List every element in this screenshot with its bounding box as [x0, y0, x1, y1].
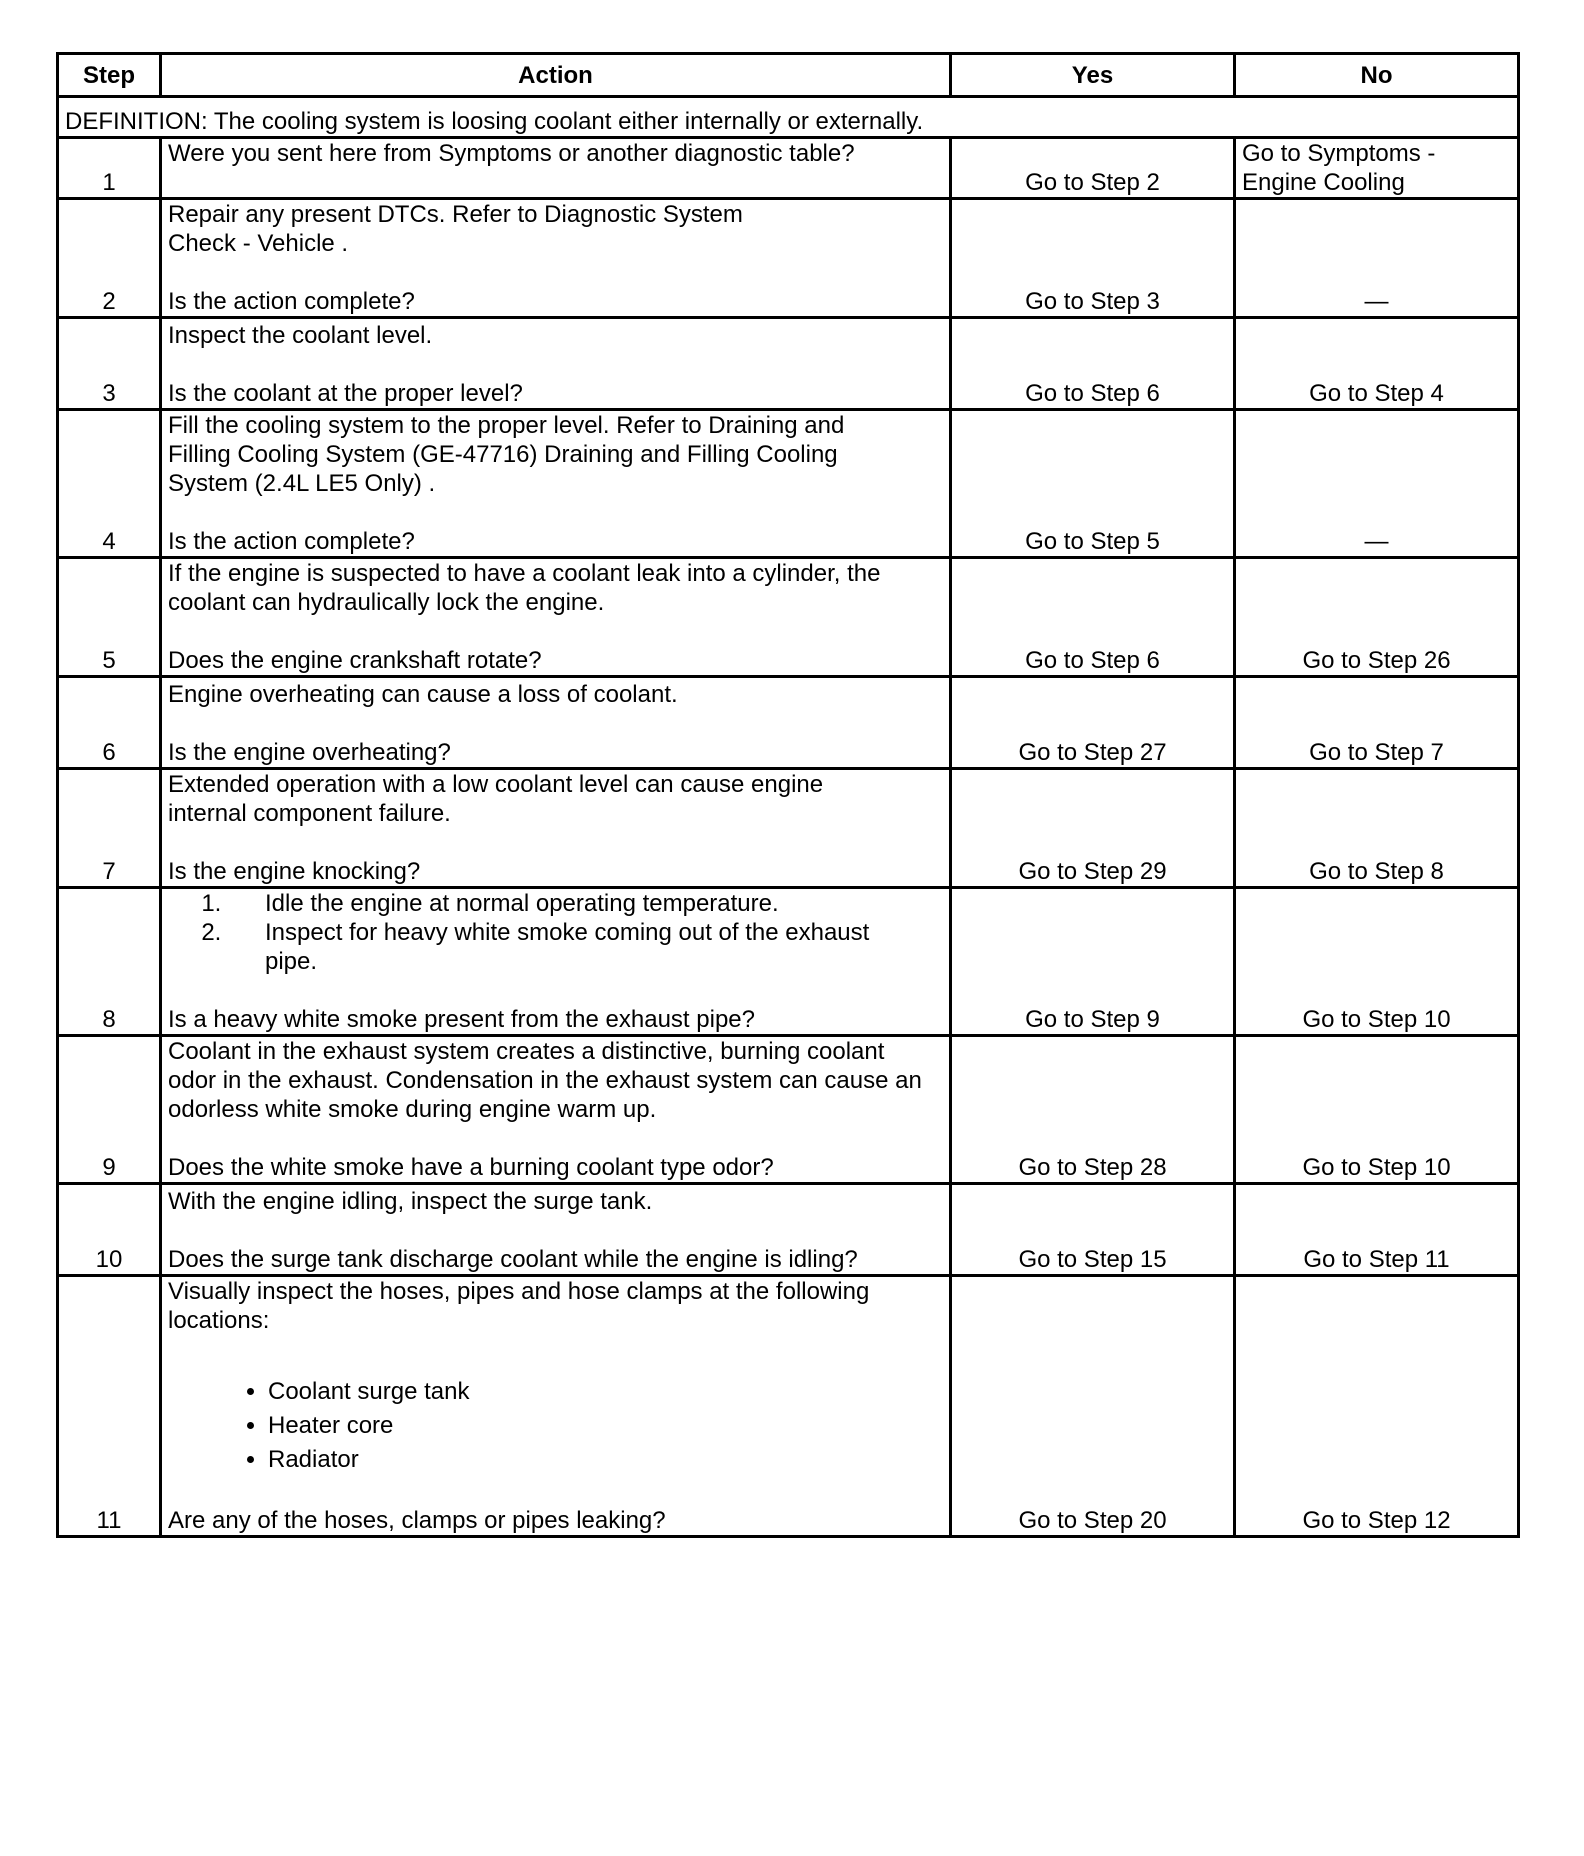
step-number: 1: [58, 138, 161, 199]
action-question: Is the action complete?: [168, 528, 415, 555]
yes-cell: Go to Step 5: [951, 410, 1235, 558]
action-text: If the engine is suspected to have a coolant leak into a cylinder, the coolant can hydraulically lock the engine.: [168, 560, 881, 616]
yes-cell: Go to Step 6: [951, 318, 1235, 410]
step-number: 2: [58, 199, 161, 318]
step-number: 3: [58, 318, 161, 410]
step-number: 10: [58, 1184, 161, 1276]
table-row: [58, 1276, 1519, 1537]
list-item: • Coolant surge tank: [268, 1375, 943, 1409]
table-row: [58, 888, 1519, 1036]
action-cell: [161, 1276, 951, 1537]
action-question: Is the action complete?: [168, 288, 415, 315]
action-text: With the engine idling, inspect the surge tank.: [168, 1188, 653, 1215]
step-number: 6: [58, 677, 161, 769]
action-cell: [161, 1036, 951, 1184]
step-number: 5: [58, 558, 161, 677]
list-item: 2. Inspect for heavy white smoke coming out of the exhaust pipe.: [228, 918, 943, 976]
action-question: Does the surge tank discharge coolant while the engine is idling?: [168, 1246, 858, 1273]
no-line: Go to Symptoms -: [1242, 140, 1436, 167]
step-number: 4: [58, 410, 161, 558]
header-action: Action: [161, 54, 951, 97]
table-row: [58, 558, 1519, 677]
no-cell: —: [1235, 410, 1519, 558]
yes-cell: Go to Step 9: [951, 888, 1235, 1036]
action-cell: [161, 138, 951, 199]
no-cell: [1235, 138, 1519, 199]
table-row: [58, 138, 1519, 199]
yes-cell: Go to Step 28: [951, 1036, 1235, 1184]
action-text: Coolant in the exhaust system creates a distinctive, burning coolant odor in the exhaust. Condensation in the exhaust system can cause an odorless white smoke during engine warm up.: [168, 1038, 922, 1123]
yes-cell: Go to Step 20: [951, 1276, 1235, 1537]
no-cell: —: [1235, 199, 1519, 318]
action-cell: [161, 410, 951, 558]
table-row: [58, 410, 1519, 558]
yes-cell: Go to Step 3: [951, 199, 1235, 318]
no-cell: Go to Step 4: [1235, 318, 1519, 410]
table-row: [58, 677, 1519, 769]
no-line: Engine Cooling: [1242, 169, 1405, 196]
action-text: Were you sent here from Symptoms or another diagnostic table?: [168, 140, 855, 167]
action-question: Is the coolant at the proper level?: [168, 380, 523, 407]
yes-cell: Go to Step 27: [951, 677, 1235, 769]
list-item: • Heater core: [268, 1409, 943, 1443]
yes-cell: Go to Step 2: [951, 138, 1235, 199]
yes-cell: Go to Step 15: [951, 1184, 1235, 1276]
action-cell: [161, 199, 951, 318]
list-item: 1. Idle the engine at normal operating temperature.: [228, 889, 943, 918]
definition-row: [58, 97, 1519, 138]
no-cell: Go to Step 8: [1235, 769, 1519, 888]
action-cell: [161, 558, 951, 677]
step-number: 9: [58, 1036, 161, 1184]
no-cell: Go to Step 26: [1235, 558, 1519, 677]
action-cell: [161, 318, 951, 410]
action-text: Engine overheating can cause a loss of coolant.: [168, 681, 678, 708]
action-question: Are any of the hoses, clamps or pipes leaking?: [168, 1507, 666, 1534]
header-no: No: [1235, 54, 1519, 97]
no-cell: Go to Step 10: [1235, 1036, 1519, 1184]
action-question: Is the engine overheating?: [168, 739, 451, 766]
definition-text: DEFINITION: The cooling system is loosing coolant either internally or externally.: [58, 97, 1519, 138]
yes-cell: Go to Step 29: [951, 769, 1235, 888]
no-cell: Go to Step 10: [1235, 888, 1519, 1036]
diagnostic-table: [56, 52, 1520, 1538]
header-row: [58, 54, 1519, 97]
action-text: Repair any present DTCs. Refer to Diagnostic System Check - Vehicle .: [168, 201, 743, 257]
no-cell: Go to Step 11: [1235, 1184, 1519, 1276]
action-question: Is the engine knocking?: [168, 858, 421, 885]
table-row: [58, 1036, 1519, 1184]
action-text: Fill the cooling system to the proper level. Refer to Draining and Filling Cooling System (GE-47716) Draining and Filling Cooling System (2.4L LE5 Only) .: [168, 412, 845, 497]
procedure-list: [168, 889, 943, 976]
step-number: 8: [58, 888, 161, 1036]
yes-cell: Go to Step 6: [951, 558, 1235, 677]
step-number: 11: [58, 1276, 161, 1537]
action-question: Is a heavy white smoke present from the exhaust pipe?: [168, 1006, 755, 1033]
header-step: Step: [58, 54, 161, 97]
no-cell: Go to Step 7: [1235, 677, 1519, 769]
action-text: Inspect the coolant level.: [168, 322, 433, 349]
no-cell: Go to Step 12: [1235, 1276, 1519, 1537]
table-row: [58, 199, 1519, 318]
table-row: [58, 769, 1519, 888]
action-text: Extended operation with a low coolant level can cause engine internal component failure.: [168, 771, 824, 827]
step-number: 7: [58, 769, 161, 888]
action-cell: [161, 888, 951, 1036]
action-cell: [161, 1184, 951, 1276]
table-row: [58, 318, 1519, 410]
action-cell: [161, 769, 951, 888]
action-question: Does the engine crankshaft rotate?: [168, 647, 542, 674]
action-cell: [161, 677, 951, 769]
action-question: Does the white smoke have a burning coolant type odor?: [168, 1154, 774, 1181]
list-item: • Radiator: [268, 1443, 943, 1477]
action-text: Visually inspect the hoses, pipes and hose clamps at the following locations:: [168, 1278, 870, 1334]
location-list: [168, 1375, 943, 1477]
header-yes: Yes: [951, 54, 1235, 97]
table-row: [58, 1184, 1519, 1276]
